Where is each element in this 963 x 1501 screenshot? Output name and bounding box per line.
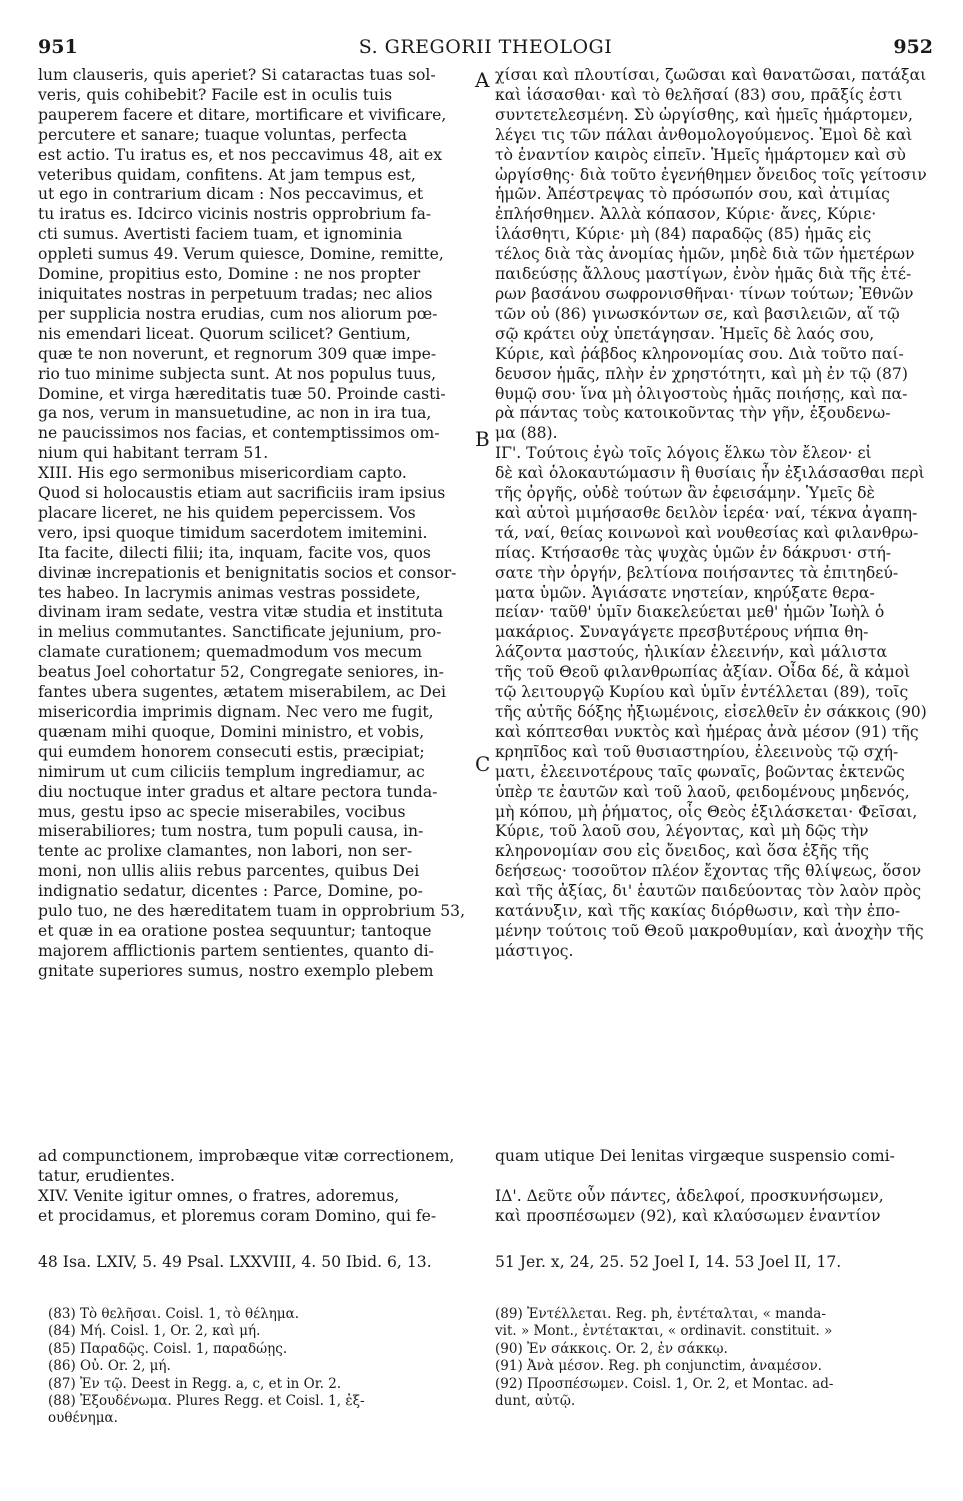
greek-text-line: καὶ τῆς ἀξίας, δι' ἑαυτῶν παιδεύοντας τὸν λαὸν πρὸς xyxy=(495,882,922,901)
greek-text-line: τὸ ἐναντίον καιρὸς εἰπεῖν. Ἡμεῖς ἡμάρτομεν καὶ σὺ xyxy=(495,145,906,164)
footnote-line: (85) Παραδῷς. Coisl. 1, παραδώῃς. xyxy=(48,1340,288,1357)
greek-text-line: τῆς ὀργῆς, οὐδὲ τούτων ἂν ἐφεισάμην. Ὑμεῖς δὲ xyxy=(495,484,875,503)
footnote-line: (87) Ἐν τῷ. Deest in Regg. a, c, et in Or. 2. xyxy=(48,1375,342,1392)
latin-text-line: fantes ubera sugentes, ætatem miserabilem, ac Dei xyxy=(38,683,447,702)
latin-tail-block xyxy=(38,1187,470,1227)
latin-text-line: nium qui habitant terram 51. xyxy=(38,444,269,463)
greek-text-line: τῷ λειτουργῷ Κυρίου καὶ ὑμῖν ἐντέλλεται (89), τοῖς xyxy=(495,683,909,702)
greek-text-line: Κύριε, καὶ ῥάβδος κληρονομίας σου. Διὰ τοῦτο παί- xyxy=(495,344,904,363)
latin-text-line: oppleti sumus 49. Verum quiesce, Domine, remitte, xyxy=(38,245,444,264)
greek-text-line: ὑπὲρ τε ἑαυτῶν καὶ τοῦ λαοῦ, φειδομένους μηδενός, xyxy=(495,782,910,801)
latin-text-line: Quod si holocaustis etiam aut sacrificiis iram ipsius xyxy=(38,484,446,503)
latin-text-line: tu iratus es. Idcirco vicinis nostris opprobrium fa- xyxy=(38,205,432,224)
latin-text-line: Ita facite, dilecti filii; ita, inquam, facite vos, quos xyxy=(38,543,431,562)
latin-text-line: ne paucissimos nos facias, et contemptissimos om- xyxy=(38,424,440,443)
margin-letter-c: C xyxy=(475,752,491,776)
greek-text-line: μένην τούτοις τοῦ Θεοῦ μακροθυμίαν, καὶ ἀνοχὴν τῆς xyxy=(495,921,924,940)
latin-text-line: pauperem facere et ditare, mortificare et vivificare, xyxy=(38,105,447,124)
latin-text-line: majorem afflictionis partem sentientes, quanto di- xyxy=(38,941,434,960)
greek-text-line: πίας. Κτήσασθε τὰς ψυχὰς ὑμῶν ἐν δάκρυσι· στή- xyxy=(495,543,892,562)
greek-text-line: ὠργίσθης· διὰ τοῦτο ἐγενήθημεν ὄνειδος τοῖς γείτοσιν xyxy=(495,165,927,184)
latin-text-line: et procidamus, et ploremus coram Domino, qui fe- xyxy=(38,1206,437,1225)
latin-text-line: percutere et sanare; tuaque voluntas, perfecta xyxy=(38,125,408,144)
greek-text-line: λέγει τις τῶν πάλαι ἀνθομολογούμενος. Ἐμοὶ δὲ καὶ xyxy=(495,125,913,144)
greek-text-line: δὲ καὶ ὁλοκαυτώμασιν ἢ θυσίαις ἦν ἐξιλάσασθαι περὶ xyxy=(495,464,925,483)
greek-text-line: κρηπῖδος καὶ τοῦ θυσιαστηρίου, ἐλεεινοὺς τῷ σχή- xyxy=(495,742,899,761)
greek-text-line: κληρονομίαν σου εἰς ὄνειδος, καὶ ὅσα ἑξῆς τῆς xyxy=(495,842,870,861)
greek-text-line: ματα ὑμῶν. Ἁγιάσατε νηστείαν, κηρύξατε θερα- xyxy=(495,583,875,602)
latin-text-line: iniquitates nostras in perpetuum tradas; nec alios xyxy=(38,284,433,303)
latin-text-line: mus, gestu ipso ac specie miserabiles, vocibus xyxy=(38,802,406,821)
greek-text-line: μακάριος. Συναγάγετε πρεσβυτέρους νήπια θη- xyxy=(495,623,869,642)
margin-letter-a: A xyxy=(475,68,490,92)
latin-text-line: pulo tuo, ne des hæreditatem tuam in opprobrium 53, xyxy=(38,902,466,921)
margin-letter-b: B xyxy=(475,427,490,451)
greek-text-line: ἡμῶν. Ἀπέστρεψας τὸ πρόσωπόν σου, καὶ ἀτιμίας xyxy=(495,185,890,204)
footnote-line: (91) Ἀνὰ μέσον. Reg. ph conjunctim, ἀναμέσον. xyxy=(495,1358,822,1375)
page-number-right: 952 xyxy=(893,36,933,58)
greek-text-line: σῷ κράτει οὐχ ὑπετάγησαν. Ἡμεῖς δὲ λαός σου, xyxy=(495,324,875,343)
greek-text-line: Κύριε, τοῦ λαοῦ σου, λέγοντας, καὶ μὴ δῷς τὴν xyxy=(495,822,869,841)
greek-text-line: ΙΔ'. Δεῦτε οὖν πάντες, ἀδελφοί, προσκυνήσωμεν, xyxy=(495,1187,884,1205)
latin-text-line: divinæ increpationis et benignitatis socios et consor- xyxy=(38,563,457,582)
greek-text-line: τῆς αὐτῆς δόξης ἠξιωμένοις, εἰσελθεῖν ἐν σάκκοις (90) xyxy=(495,703,927,721)
latin-text-line: tente ac prolixe clamantes, non labori, non ser- xyxy=(38,842,413,861)
latin-text-line: nis emendari liceat. Quorum scilicet? Gentium, xyxy=(38,324,411,343)
latin-text-line: gnitate superiores sumus, nostro exemplo plebem xyxy=(38,961,434,980)
latin-text-line: tes habeo. In lacrymis animas vestras possidete, xyxy=(38,583,421,602)
latin-text-line: veris, quis cohibebit? Facile est in oculis tuis xyxy=(38,85,393,104)
greek-text-line: καὶ κόπτεσθαι νυκτὸς καὶ ἡμέρας ἀνὰ μέσον (91) τῆς xyxy=(495,722,919,741)
latin-column xyxy=(38,66,470,982)
latin-text-line: indignatio sedatur, dicentes : Parce, Domine, po- xyxy=(38,882,423,901)
page-header xyxy=(38,36,933,62)
latin-text-line: qui eumdem honorem consecuti estis, præcipiat; xyxy=(38,742,425,761)
greek-text-line: ἐπλήσθημεν. Ἀλλὰ κόπασον, Κύριε· ἄνες, Κύριε· xyxy=(495,205,877,224)
greek-text-line: συντετελεσμένη. Σὺ ὠργίσθης, καὶ ἡμεῖς ἡμάρτομεν, xyxy=(495,105,913,124)
latin-text-line: XIV. Venite igitur omnes, o fratres, adoremus, xyxy=(38,1187,400,1205)
greek-text-line: δευσον ἡμᾶς, πλὴν ἐν χρηστότητι, καὶ μὴ ἐν τῷ (87) xyxy=(495,364,908,383)
latin-text-line: divinam iram sedate, vestra vitæ studia et instituta xyxy=(38,603,444,622)
footnote-line: vit. » Mont., ἐντέτακται, « ordinavit. constituit. » xyxy=(495,1323,833,1340)
latin-text-line: lum clauseris, quis aperiet? Si cataractas tuas sol- xyxy=(38,66,436,84)
latin-text-line: Domine, et virga hæreditatis tuæ 50. Proinde casti- xyxy=(38,384,446,403)
greek-text-line: χίσαι καὶ πλουτίσαι, ζωῶσαι καὶ θανατῶσαι, πατάξαι xyxy=(495,66,927,84)
latin-text-line: miserabiliores; tum nostra, tum populi causa, in- xyxy=(38,822,424,841)
footnote-line: (89) Ἐντέλλεται. Reg. ph, ἐντέταλται, « manda- xyxy=(495,1306,826,1322)
latin-text-line: per supplicia nostra erudias, cum nos aliorum pœ- xyxy=(38,304,438,323)
footnote-line: (84) Μή. Coisl. 1, Or. 2, καὶ μή. xyxy=(48,1323,261,1340)
page-number-left: 951 xyxy=(38,36,78,58)
greek-text-line: τῶν οὐ (86) γινωσκόντων σε, καὶ βασιλειῶν, αἵ τῷ xyxy=(495,304,900,323)
latin-text-line: et quæ in ea oratione postea sequuntur; tantoque xyxy=(38,921,432,940)
greek-text-line: ΙΓ'. Τούτοις ἐγὼ τοῖς λόγοις ἕλκω τὸν ἔλεον· εἰ xyxy=(495,444,872,463)
greek-text-line: μὴ κόπου, μὴ ῥήματος, οἷς Θεὸς ἐξιλάσκεται· Φεῖσαι, xyxy=(495,802,918,821)
greek-text-line: σατε τὴν ὀργήν, βελτίονα ποιήσαντες τὰ ἐπιτηδεύ- xyxy=(495,563,899,582)
latin-text-line: ut ego in contrarium dicam : Nos peccavimus, et xyxy=(38,185,424,204)
latin-text-line: ga nos, verum in mansuetudine, ac non in ira tua, xyxy=(38,404,432,423)
latin-text-line: Domine, propitius esto, Domine : ne nos propter xyxy=(38,265,421,284)
latin-text-line: in melius commutantes. Sanctificate jejunium, pro- xyxy=(38,623,442,642)
latin-text-line: est actio. Tu iratus es, et nos peccavimus 48, ait ex xyxy=(38,145,443,164)
greek-text-line: δεήσεως· τοσοῦτον πλέον ἔχοντας τῆς θλίψεως, ὅσον xyxy=(495,862,922,881)
greek-column xyxy=(495,66,927,962)
greek-tail-block xyxy=(495,1187,927,1227)
greek-text-line: μα (88). xyxy=(495,424,558,443)
greek-text-line: καὶ προσπέσωμεν (92), καὶ κλαύσωμεν ἐναντίον xyxy=(495,1206,881,1225)
footnotes-right xyxy=(495,1306,927,1410)
footnote-line: (88) Ἐξουδένωμα. Plures Regg. et Coisl. 1, ἐξ- xyxy=(48,1393,365,1410)
latin-text-line: quæ te non noverunt, et regnorum 309 quæ impe- xyxy=(38,344,437,363)
greek-text-line: τά, ναί, θείας κοινωνοὶ καὶ νουθεσίας καὶ φιλανθρω- xyxy=(495,523,919,542)
footnote-line: (83) Τὸ θελῆσαι. Coisl. 1, τὸ θέλημα. xyxy=(48,1306,300,1322)
greek-text-line: παιδεύσῃς ἄλλους μαστίγων, ἐνὸν ἡμᾶς διὰ τῆς ἑτέ- xyxy=(495,265,912,284)
latin-text-line: vero, ipsi quoque timidum sacerdotem imitemini. xyxy=(38,523,428,542)
footnote-line: ουθένημα. xyxy=(48,1410,118,1427)
latin-text-line: moni, non ullis aliis rebus parcentes, quibus Dei xyxy=(38,862,420,881)
latin-text-line: XIII. His ego sermonibus misericordiam capto. xyxy=(38,464,407,483)
references-left: 48 Isa. LXIV, 5. 49 Psal. LXXVIII, 4. 50 Ibid. 6, 13. xyxy=(38,1253,432,1271)
latin-tail-line-1: tatur, erudientes. xyxy=(38,1167,175,1185)
footnote-line: (90) Ἐν σάκκοις. Or. 2, ἐν σάκκῳ. xyxy=(495,1340,728,1357)
latin-text-line: cti sumus. Avertisti faciem tuam, et ignominia xyxy=(38,225,403,244)
footnote-line: dunt, αὐτῷ. xyxy=(495,1393,576,1410)
latin-text-line: diu noctuque inter gradus et altare pectora tunda- xyxy=(38,782,438,801)
latin-text-line: beatus Joel cohortatur 52, Congregate seniores, in- xyxy=(38,663,444,682)
greek-text-line: ρων βασάνου σωφρονισθῆναι· τίνων τούτων; Ἐθνῶν xyxy=(495,284,914,303)
greek-text-line: τέλος διὰ τὰς ἀνομίας ἡμῶν, μηδὲ διὰ τῶν ἡμετέρων xyxy=(495,245,915,264)
greek-text-line: καὶ αὐτοὶ μιμήσασθε δειλὸν ἱερέα· ναί, τέκνα ἀγαπη- xyxy=(495,503,918,522)
greek-text-line: κατάνυξιν, καὶ τῆς κακίας διόρθωσιν, καὶ τὴν ἐπο- xyxy=(495,902,901,921)
greek-text-line: λάζοντα μαστούς, ἡλικίαν ἐλεεινήν, καὶ μάλιστα xyxy=(495,643,888,662)
greek-text-line: τῆς τοῦ Θεοῦ φιλανθρωπίας ἀξίαν. Οἶδα δέ, ἃ κἀμοὶ xyxy=(495,663,911,682)
latin-text-line: rio tuo minime subjecta sunt. At nos populus tuus, xyxy=(38,364,437,383)
references-right: 51 Jer. x, 24, 25. 52 Joel I, 14. 53 Joel II, 17. xyxy=(495,1253,842,1271)
greek-text-line: θυμῷ σου· ἵνα μὴ ὀλιγοστοὺς ἡμᾶς ποιήσῃς, καὶ πα- xyxy=(495,384,908,403)
greek-text-line: καὶ ἰάσασθαι· καὶ τὸ θελῆσαί (83) σου, πρᾶξίς ἐστι xyxy=(495,85,903,104)
latin-text-line: nimirum ut cum ciliciis templum ingrediamur, ac xyxy=(38,762,425,781)
footnote-line: (86) Οὐ. Or. 2, μή. xyxy=(48,1358,171,1375)
greek-text-line: μάστιγος. xyxy=(495,941,574,960)
greek-text-line: ρὰ πάντας τοὺς κατοικοῦντας τὴν γῆν, ἐξουδενω- xyxy=(495,404,891,423)
footnotes-left xyxy=(48,1306,468,1428)
latin-text-line: veteribus quidam, confitens. At jam tempus est, xyxy=(38,165,416,184)
running-title: S. GREGORII THEOLOGI xyxy=(358,36,613,58)
spanning-latin: ad compunctionem, improbæque vitæ correctionem, xyxy=(38,1147,455,1165)
greek-text-line: ματι, ἐλεεινοτέρους ταῖς φωναῖς, βοῶντας ἐκτενῶς xyxy=(495,762,905,781)
spanning-greek: quam utique Dei lenitas virgæque suspensio comi- xyxy=(495,1147,895,1165)
latin-text-line: placare liceret, ne his quidem pepercissem. Vos xyxy=(38,503,416,522)
greek-text-line: πείαν· ταῦθ' ὑμῖν διακελεύεται μεθ' ἡμῶν Ἰωὴλ ὁ xyxy=(495,603,885,622)
latin-text-line: clamate curationem; quemadmodum vos mecum xyxy=(38,643,422,662)
footnote-line: (92) Προσπέσωμεν. Coisl. 1, Or. 2, et Montac. ad- xyxy=(495,1375,834,1392)
greek-text-line: ἱλάσθητι, Κύριε· μὴ (84) παραδῷς (85) ἡμᾶς εἰς xyxy=(495,225,872,244)
latin-text-line: misericordia imprimis dignam. Nec vero me fugit, xyxy=(38,703,434,721)
latin-text-line: quænam mihi quoque, Domini ministro, et vobis, xyxy=(38,722,425,741)
